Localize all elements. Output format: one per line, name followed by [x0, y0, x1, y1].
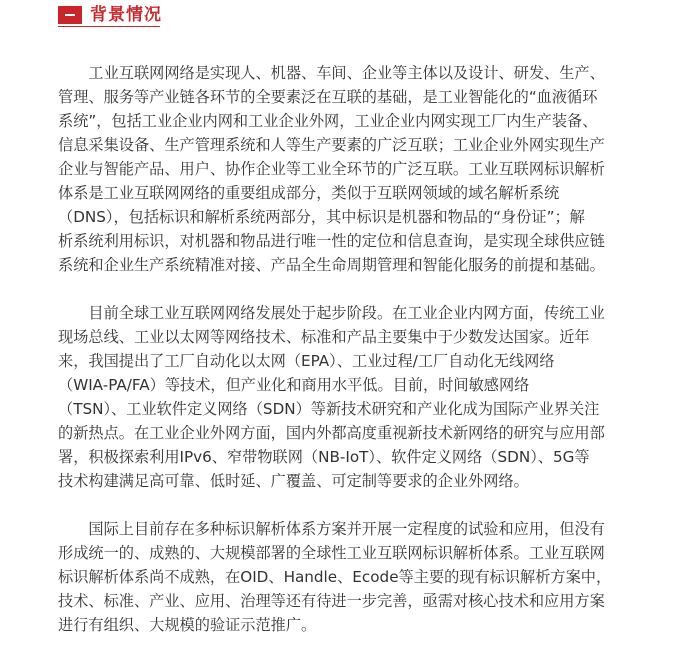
text-line: 现场总线、工业以太网等网络技术、标准和产品主要集中于少数发达国家。近年: [58, 328, 590, 346]
section-title: 背景情况: [90, 5, 162, 25]
text-line: 析系统利用标识，对机器和物品进行唯一性的定位和信息查询，是实现全球供应链: [58, 232, 605, 250]
text-line: （TSN）、工业软件定义网络（SDN）等新技术研究和产业化成为国际产业界关注: [58, 400, 600, 418]
paragraph-1: [58, 61, 638, 277]
text-line: 管理、服务等产业链各环节的全要素泛在互联的基础，是工业智能化的“血液循环: [58, 88, 598, 106]
text-line: 目前全球工业互联网网络发展处于起步阶段。在工业企业内网方面，传统工业: [58, 304, 605, 322]
text-line: 体系是工业互联网网络的重要组成部分，类似于互联网领域的域名解析系统: [58, 184, 560, 202]
paragraph-spacer: [58, 277, 638, 301]
text-line: 工业互联网网络是实现人、机器、车间、企业等主体以及设计、研发、生产、: [58, 64, 605, 82]
text-line: 技术构建满足高可靠、低时延、广覆盖、可定制等要求的企业外网络。: [58, 472, 529, 490]
text-line: （DNS），包括标识和解析系统两部分，其中标识是机器和物品的“身份证”；解: [58, 208, 585, 226]
text-line: （WIA-PA/FA）等技术，但产业化和商用水平低。目前，时间敏感网络: [58, 376, 530, 394]
text-line: 信息采集设备、生产管理系统和人等生产要素的广泛互联；工业企业外网实现生产: [58, 136, 605, 154]
text-line: 企业与智能产品、用户、协作企业等工业全环节的广泛互联。工业互联网标识解析: [58, 160, 605, 178]
text-line: 进行有组织、大规模的验证示范推广。: [58, 616, 317, 634]
text-line: 标识解析体系尚不成熟，在OID、Handle、Ecode等主要的现有标识解析方案中，: [58, 568, 612, 586]
paragraph-3: [58, 517, 638, 637]
text-line: 技术、标准、产业、应用、治理等还有待进一步完善，亟需对核心技术和应用方案: [58, 592, 605, 610]
text-line: 的新热点。在工业企业外网方面，国内外都高度重视新技术新网络的研究与应用部: [58, 424, 605, 442]
text-line: 形成统一的、成熟的、大规模部署的全球性工业互联网标识解析体系。工业互联网: [58, 544, 605, 562]
text-line: 国际上目前存在多种标识解析体系方案并开展一定程度的试验和应用，但没有: [58, 520, 605, 538]
article-body: [58, 61, 638, 637]
paragraph-spacer: [58, 493, 638, 517]
text-line: 署，积极探索利用IPv6、窄带物联网（NB-IoT）、软件定义网络（SDN）、5G等: [58, 448, 590, 466]
paragraph-2: [58, 301, 638, 493]
section-header: [58, 2, 160, 27]
text-line: 来，我国提出了工厂自动化以太网（EPA）、工业过程/工厂自动化无线网络: [58, 352, 555, 370]
text-line: 系统”，包括工业企业内网和工业企业外网，工业企业内网实现工厂内生产装备、: [58, 112, 598, 130]
text-line: 系统和企业生产系统精准对接、产品全生命周期管理和智能化服务的前提和基础。: [58, 256, 605, 274]
section-marker-icon: [58, 6, 82, 24]
